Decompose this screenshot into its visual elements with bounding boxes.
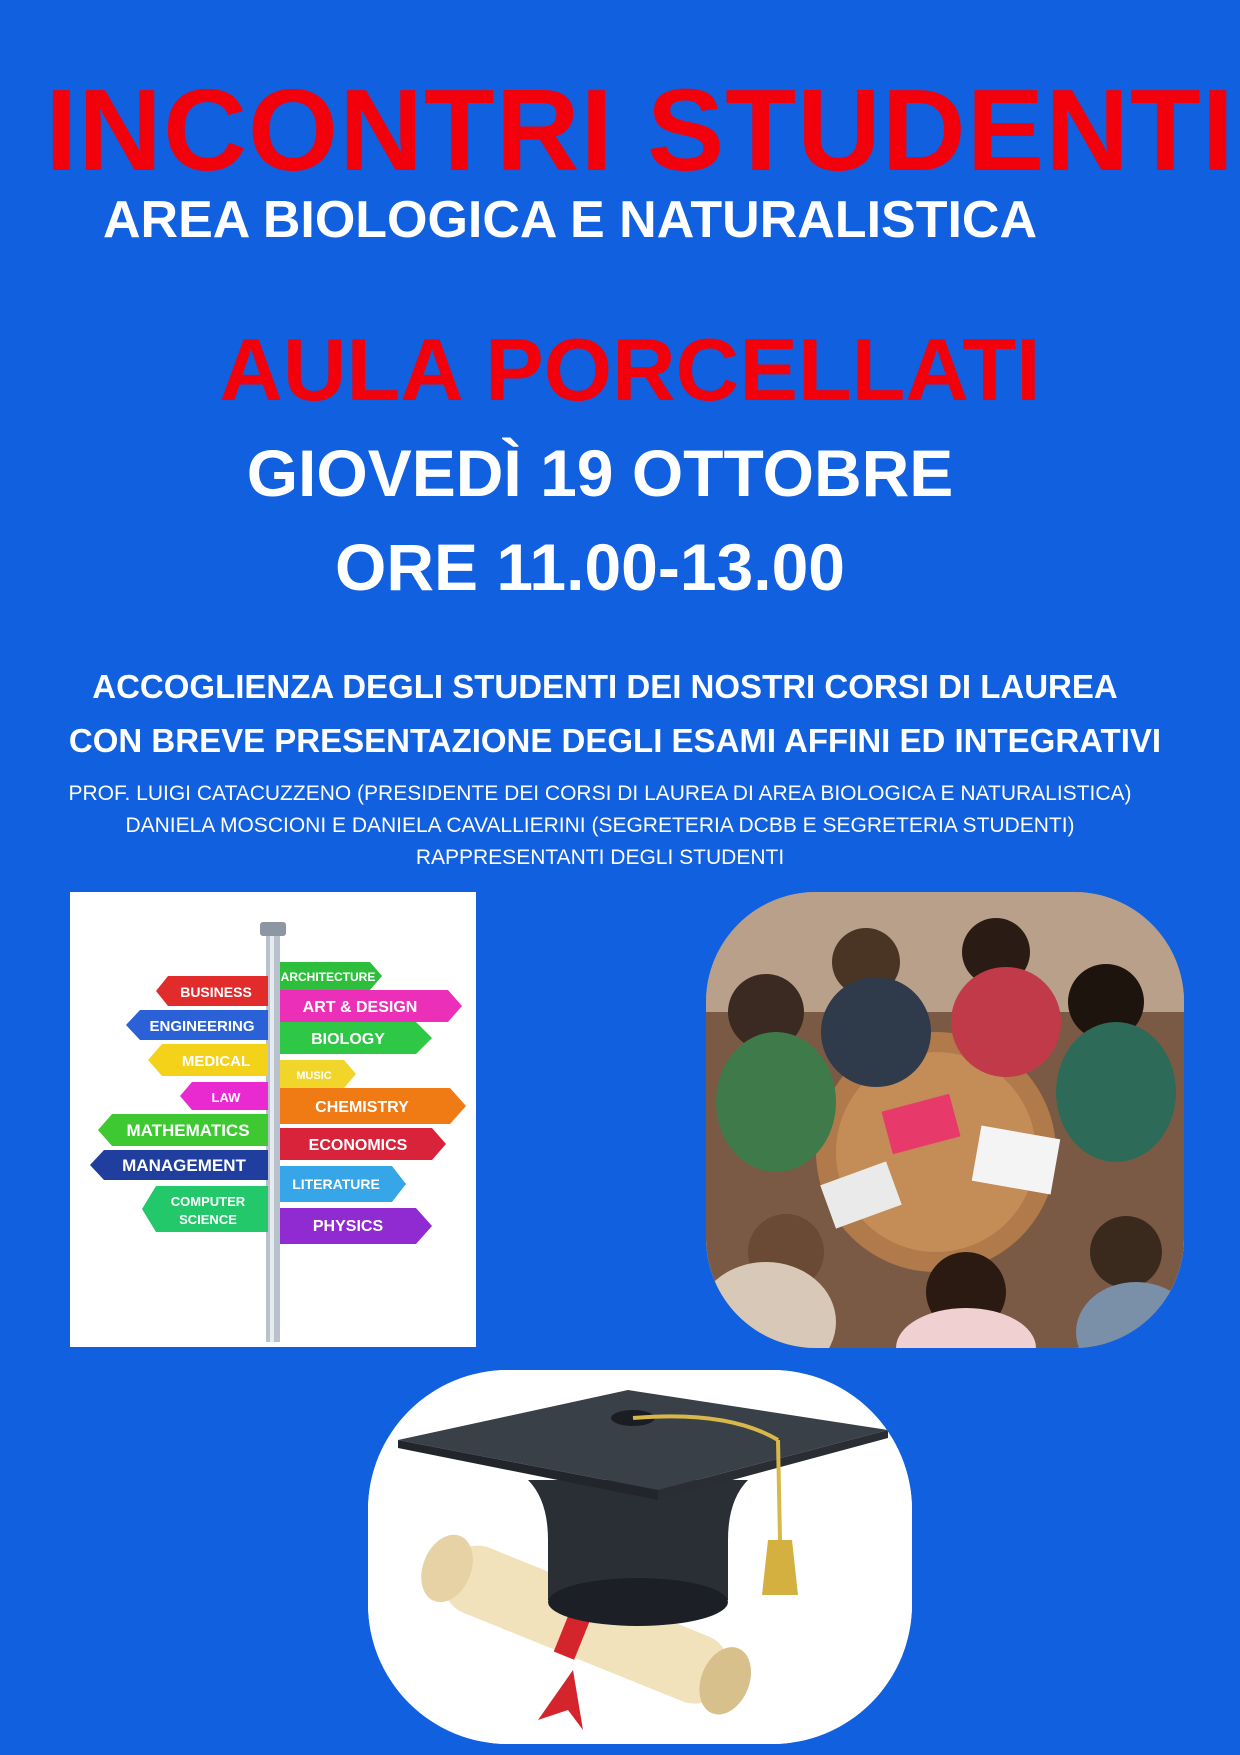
sign-label: SCIENCE	[179, 1212, 237, 1227]
event-time: ORE 11.00-13.00	[334, 530, 846, 604]
sign-label: MANAGEMENT	[122, 1156, 246, 1175]
sign-label: MEDICAL	[181, 1053, 251, 1070]
sign-label: BIOLOGY	[311, 1031, 385, 1048]
sign-label: ENGINEERING	[149, 1018, 255, 1035]
sign-label: BUSINESS	[180, 984, 252, 1000]
graduation-cap-image	[368, 1370, 912, 1744]
sign-label: ECONOMICS	[308, 1137, 408, 1154]
sign-label: LITERATURE	[292, 1176, 380, 1192]
speaker-line: PROF. LUIGI CATACUZZENO (PRESIDENTE DEI CORSI DI LAUREA DI AREA BIOLOGICA E NATURALISTICA)	[68, 782, 1132, 805]
welcome-line-1: ACCOGLIENZA DEGLI STUDENTI DEI NOSTRI CORSI DI LAUREA	[92, 668, 1118, 705]
welcome-line-2: CON BREVE PRESENTAZIONE DEGLI ESAMI AFFINI ED INTEGRATIVI	[68, 722, 1162, 759]
event-date: GIOVEDÌ 19 OTTOBRE	[246, 436, 954, 510]
event-room: AULA PORCELLATI	[219, 320, 1041, 419]
poster-subtitle: AREA BIOLOGICA E NATURALISTICA	[102, 191, 1038, 249]
sign-label: COMPUTER	[170, 1194, 246, 1209]
sign-label: CHEMISTRY	[315, 1099, 409, 1116]
sign-label: MATHEMATICS	[126, 1121, 250, 1140]
sign-label: ARCHITECTURE	[280, 970, 376, 984]
speaker-line: DANIELA MOSCIONI E DANIELA CAVALLIERINI (SEGRETERIA DCBB E SEGRETERIA STUDENTI)	[125, 814, 1075, 837]
signpost-image	[70, 892, 476, 1347]
sign-label: MUSIC	[296, 1070, 332, 1082]
students-photo	[706, 892, 1184, 1348]
sign-label: LAW	[211, 1090, 241, 1105]
speaker-line: RAPPRESENTANTI DEGLI STUDENTI	[415, 846, 785, 869]
sign-label: PHYSICS	[312, 1218, 384, 1235]
poster-title: INCONTRI STUDENTI	[45, 65, 1235, 195]
sign-label: ART & DESIGN	[302, 999, 418, 1016]
